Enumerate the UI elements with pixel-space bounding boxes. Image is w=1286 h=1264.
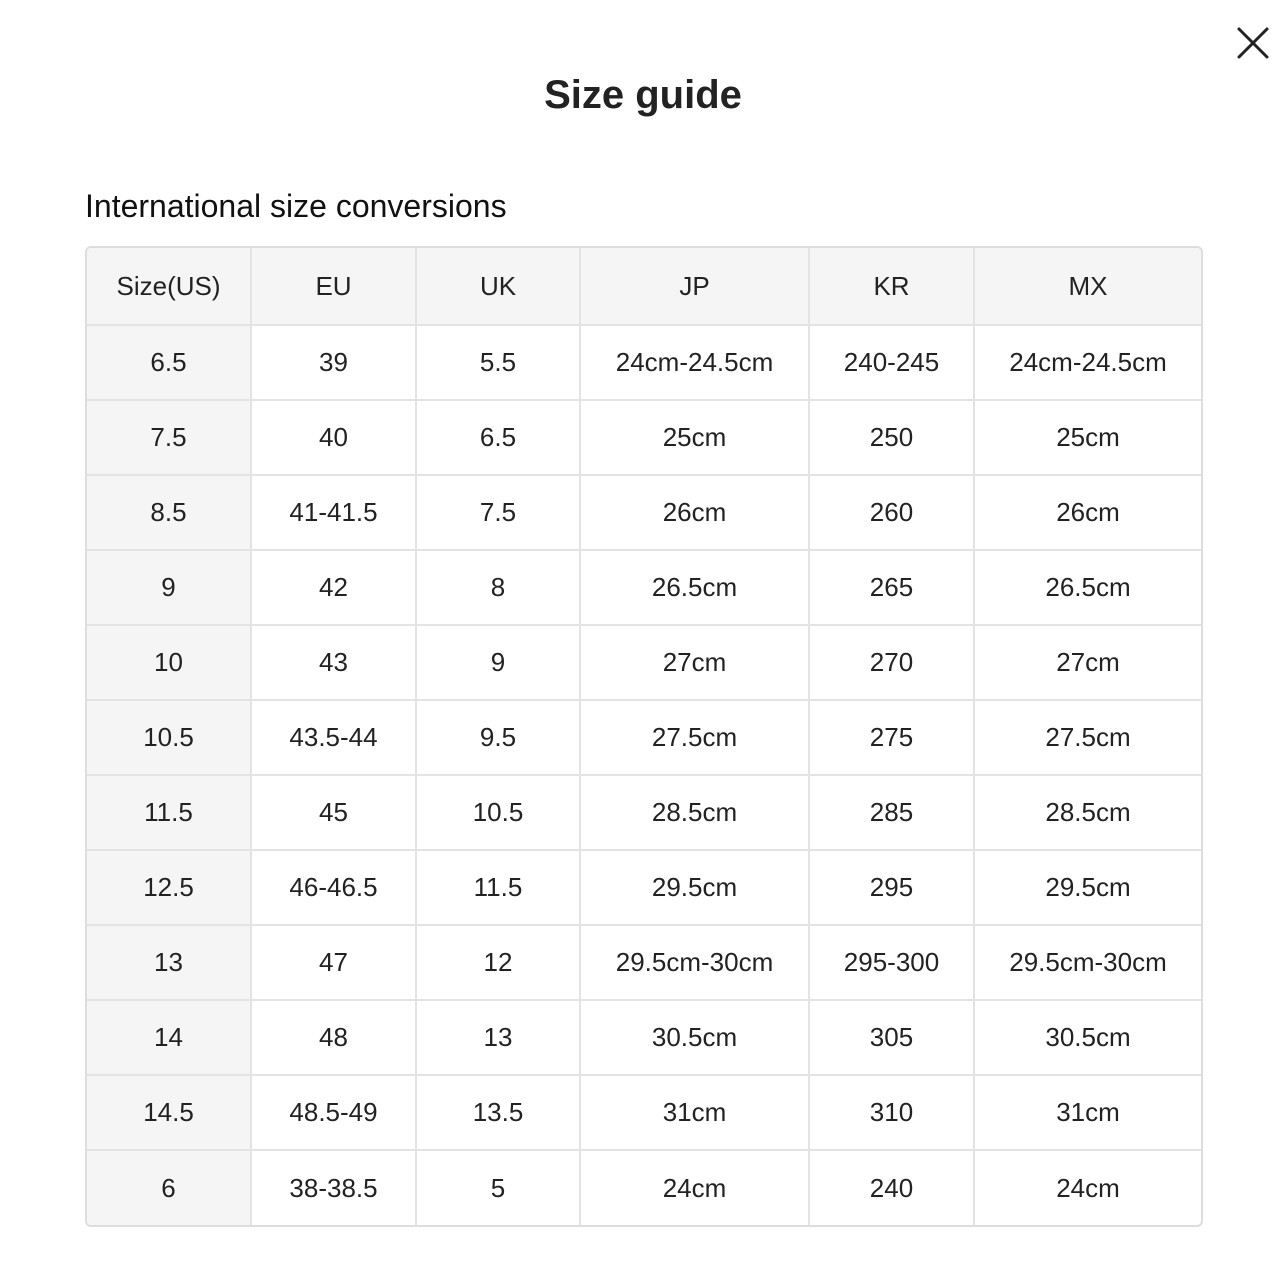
table-cell: 24cm-24.5cm xyxy=(580,325,809,400)
table-cell: 40 xyxy=(251,400,416,475)
table-cell: 29.5cm-30cm xyxy=(580,925,809,1000)
table-cell: 46-46.5 xyxy=(251,850,416,925)
table-cell: 295-300 xyxy=(809,925,974,1000)
table-cell: 270 xyxy=(809,625,974,700)
table-cell: 9 xyxy=(87,550,251,625)
column-header: UK xyxy=(416,248,580,325)
table-cell: 26cm xyxy=(580,475,809,550)
section-heading: International size conversions xyxy=(85,188,507,224)
table-cell: 48.5-49 xyxy=(251,1075,416,1150)
table-cell: 27cm xyxy=(580,625,809,700)
table-cell: 12 xyxy=(416,925,580,1000)
table-cell: 26.5cm xyxy=(974,550,1201,625)
table-cell: 41-41.5 xyxy=(251,475,416,550)
table-cell: 30.5cm xyxy=(580,1000,809,1075)
table-cell: 26.5cm xyxy=(580,550,809,625)
table-cell: 10.5 xyxy=(416,775,580,850)
table-cell: 305 xyxy=(809,1000,974,1075)
table-cell: 9.5 xyxy=(416,700,580,775)
table-row xyxy=(87,1075,1201,1150)
table-cell: 12.5 xyxy=(87,850,251,925)
close-button[interactable] xyxy=(1234,24,1272,62)
table-cell: 14 xyxy=(87,1000,251,1075)
table-cell: 10 xyxy=(87,625,251,700)
table-cell: 265 xyxy=(809,550,974,625)
table-cell: 29.5cm xyxy=(974,850,1201,925)
table-cell: 6.5 xyxy=(416,400,580,475)
table-cell: 26cm xyxy=(974,475,1201,550)
table-cell: 295 xyxy=(809,850,974,925)
table-cell: 13 xyxy=(416,1000,580,1075)
table-cell: 6.5 xyxy=(87,325,251,400)
table-row xyxy=(87,925,1201,1000)
table-cell: 9 xyxy=(416,625,580,700)
table-row xyxy=(87,325,1201,400)
table-cell: 10.5 xyxy=(87,700,251,775)
table-cell: 25cm xyxy=(974,400,1201,475)
table-cell: 7.5 xyxy=(87,400,251,475)
table-cell: 45 xyxy=(251,775,416,850)
table-row xyxy=(87,850,1201,925)
table-row xyxy=(87,700,1201,775)
table-cell: 8.5 xyxy=(87,475,251,550)
table-cell: 285 xyxy=(809,775,974,850)
table-cell: 11.5 xyxy=(87,775,251,850)
table-cell: 240-245 xyxy=(809,325,974,400)
table-row xyxy=(87,475,1201,550)
table-cell: 310 xyxy=(809,1075,974,1150)
table-cell: 31cm xyxy=(580,1075,809,1150)
table-cell: 31cm xyxy=(974,1075,1201,1150)
table-cell: 43.5-44 xyxy=(251,700,416,775)
table-header-row xyxy=(87,248,1201,325)
table-cell: 24cm xyxy=(580,1150,809,1225)
table-cell: 43 xyxy=(251,625,416,700)
table-cell: 260 xyxy=(809,475,974,550)
table-cell: 8 xyxy=(416,550,580,625)
close-icon xyxy=(1236,26,1270,60)
table-cell: 47 xyxy=(251,925,416,1000)
table-cell: 250 xyxy=(809,400,974,475)
column-header: KR xyxy=(809,248,974,325)
table-cell: 11.5 xyxy=(416,850,580,925)
column-header: JP xyxy=(580,248,809,325)
table-row xyxy=(87,775,1201,850)
table-cell: 48 xyxy=(251,1000,416,1075)
table-cell: 25cm xyxy=(580,400,809,475)
table-cell: 39 xyxy=(251,325,416,400)
table-cell: 275 xyxy=(809,700,974,775)
table-cell: 14.5 xyxy=(87,1075,251,1150)
table-cell: 24cm xyxy=(1056,1172,1120,1203)
size-conversion-table xyxy=(85,246,1203,1227)
table-row xyxy=(87,625,1201,700)
table-cell: 27cm xyxy=(974,625,1201,700)
table-cell: 27.5cm xyxy=(974,700,1201,775)
table-cell: 28.5cm xyxy=(580,775,809,850)
table-cell: 29.5cm-30cm xyxy=(974,925,1201,1000)
table-cell: 13.5 xyxy=(416,1075,580,1150)
table-cell: 29.5cm xyxy=(580,850,809,925)
table-cell: 6 xyxy=(87,1150,251,1225)
table-cell: 24cm-24.5cm xyxy=(974,325,1201,400)
column-header: Size(US) xyxy=(87,248,251,325)
dialog-title: Size guide xyxy=(544,73,742,117)
table-cell: 240 xyxy=(809,1150,974,1225)
table-cell: 5 xyxy=(416,1150,580,1225)
table-row xyxy=(87,1000,1201,1075)
table-cell: 13 xyxy=(87,925,251,1000)
table-cell: 7.5 xyxy=(416,475,580,550)
table-row xyxy=(87,1150,1201,1225)
table-row xyxy=(87,400,1201,475)
column-header: EU xyxy=(251,248,416,325)
table-row xyxy=(87,550,1201,625)
table-cell: 27.5cm xyxy=(580,700,809,775)
table-cell: 38-38.5 xyxy=(251,1150,416,1225)
table-cell: 5.5 xyxy=(416,325,580,400)
table-cell: 42 xyxy=(251,550,416,625)
table-cell: 28.5cm xyxy=(974,775,1201,850)
column-header: MX xyxy=(974,248,1201,325)
table-cell: 30.5cm xyxy=(974,1000,1201,1075)
